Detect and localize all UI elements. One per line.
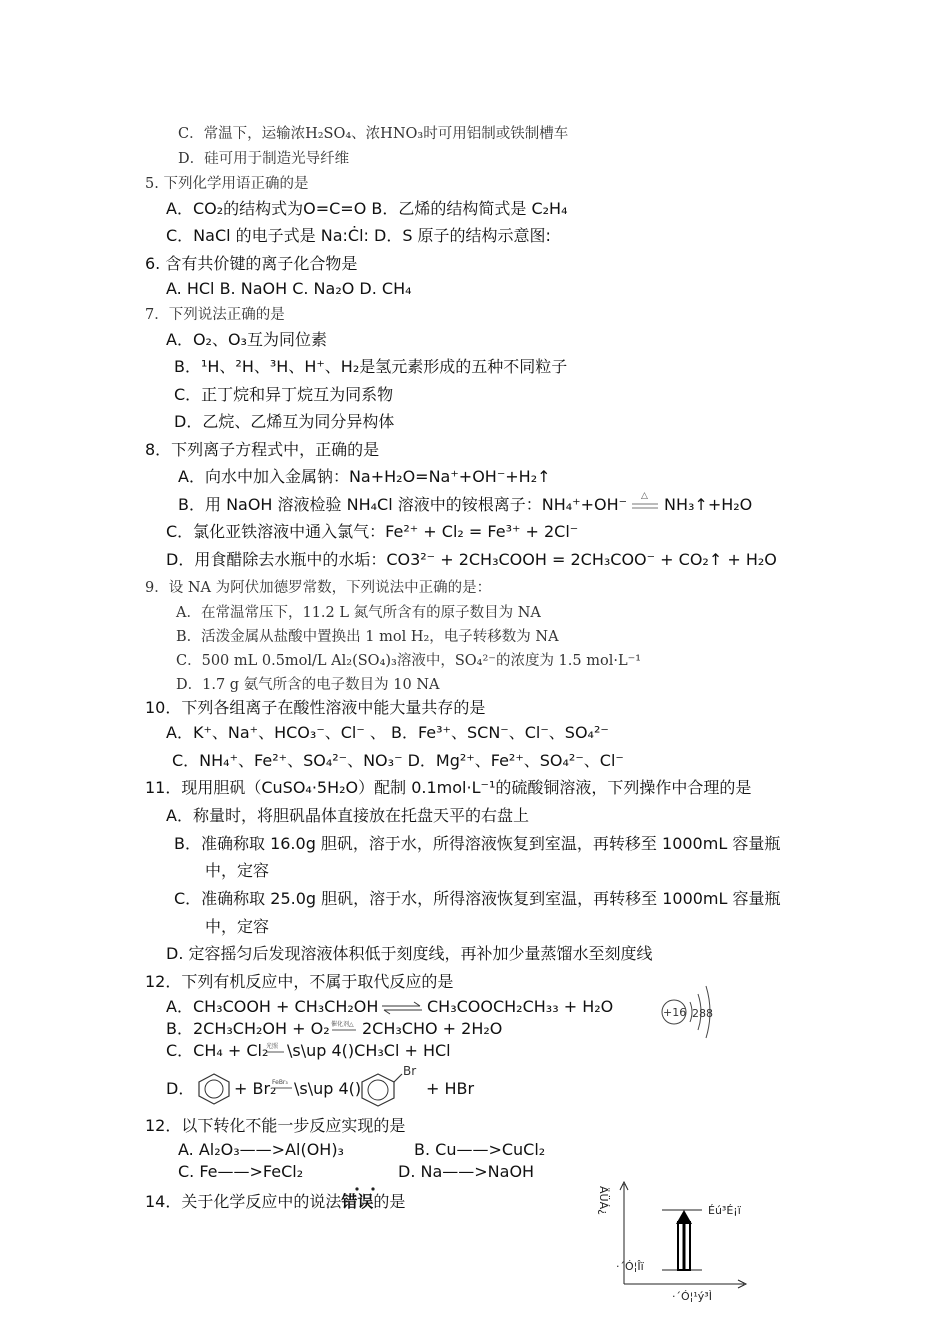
- q8-option-d: D．用食醋除去水瓶中的水垢：CO3²⁻ + 2CH₃COOH = 2CH₃COO⁻ + CO₂↑ + H₂O: [166, 550, 777, 569]
- q9-option-c: C．500 mL 0.5mol/L Al₂(SO₄)₃溶液中，SO₄²⁻的浓度为 1.5 mol·L⁻¹: [176, 653, 642, 669]
- option-d-q4: D．硅可用于制造光导纤维: [178, 151, 350, 167]
- energy-axis-label: ÄÜÁ¿: [597, 1186, 610, 1215]
- question-12a: 12．下列有机反应中，不属于取代反应的是: [145, 972, 454, 991]
- catalyst-label: 催化剂△: [331, 1021, 354, 1028]
- question-8: 8．下列离子方程式中，正确的是: [145, 440, 380, 459]
- q12-option-b-left: B．2CH₃CH₂OH + O₂: [166, 1019, 330, 1038]
- question-7: 7．下列说法正确的是: [145, 307, 285, 323]
- q5-options-ab: A．CO₂的结构式为O=C=O B．乙烯的结构简式是 C₂H₄: [166, 199, 568, 218]
- q12-option-a-left: A．CH₃COOH + CH₃CH₂OH: [166, 997, 379, 1016]
- question-13: 12．以下转化不能一步反应实现的是: [145, 1116, 406, 1135]
- benzene-icon: [196, 1072, 232, 1106]
- q6-options: A. HCl B. NaOH C. Na₂O D. CH₄: [166, 279, 412, 298]
- q12-option-d-reagent: + Br₂: [234, 1079, 277, 1098]
- q8-option-b-products: NH₃↑+H₂O: [664, 495, 753, 514]
- q8-option-b: B．用 NaOH 溶液检验 NH₄Cl 溶液中的铵根离子：NH₄⁺+OH⁻: [178, 495, 628, 514]
- q7-option-c: C．正丁烷和异丁烷互为同系物: [174, 385, 394, 404]
- q8-option-c: C．氯化亚铁溶液中通入氯气：Fe²⁺ + Cl₂ = Fe³⁺ + 2Cl⁻: [166, 522, 579, 541]
- q10-options-ab: A．K⁺、Na⁺、HCO₃⁻、Cl⁻ 、 B．Fe³⁺、SCN⁻、Cl⁻、SO₄²⁻: [166, 723, 609, 742]
- q11-option-d: D. 定容摇匀后发现溶液体积低于刻度线，再补加少量蒸馏水至刻度线: [166, 944, 653, 963]
- middle-level-label: ·´Ó¦Îï: [616, 1260, 644, 1273]
- shell-electrons: 288: [692, 1007, 713, 1020]
- emphasis-dots: [354, 1178, 378, 1186]
- q12-option-c-left: C．CH₄ + Cl₂: [166, 1041, 269, 1060]
- bromobenzene-icon: [356, 1064, 418, 1108]
- reversible-arrow: [380, 1000, 424, 1016]
- q13-option-a: A. Al₂O₃——>Al(OH)₃: [178, 1140, 344, 1159]
- question-11: 11．现用胆矾（CuSO₄·5H₂O）配制 0.1mol·L⁻¹的硫酸铜溶液，下列操作中合理的是: [145, 778, 752, 797]
- q11-option-b: B．准确称取 16.0g 胆矾，溶于水，所得溶液恢复到室温，再转移至 1000mL 容量瓶: [174, 834, 781, 853]
- q9-option-a: A．在常温常压下，11.2 L 氮气所含有的原子数目为 NA: [176, 605, 541, 621]
- question-5: 5. 下列化学用语正确的是: [145, 176, 309, 192]
- question-6: 6. 含有共价键的离子化合物是: [145, 254, 358, 273]
- q12-option-d-right: + HBr: [426, 1079, 475, 1098]
- q11-option-b-cont: 中，定容: [205, 861, 270, 880]
- question-14-text: 14．关于化学反应中的说法: [145, 1192, 342, 1211]
- process-axis-label: ·´Ó¦¹ý³Ì: [672, 1290, 712, 1303]
- q7-option-b: B．¹H、²H、³H、H⁺、H₂是氢元素形成的五种不同粒子: [174, 357, 568, 376]
- energy-diagram: [586, 1180, 766, 1308]
- question-14-emphasis: 错误: [341, 1192, 374, 1211]
- q12-option-c-right: \s\up 4()CH₃Cl + HCl: [287, 1041, 451, 1060]
- catalyst-arrow: [330, 1018, 358, 1036]
- q13-option-d: D. Na——>NaOH: [398, 1162, 535, 1181]
- febr3-label: FeBr₃: [272, 1079, 288, 1086]
- q10-options-cd: C．NH₄⁺、Fe²⁺、SO₄²⁻、NO₃⁻ D．Mg²⁺、Fe²⁺、SO₄²⁻、Cl⁻: [172, 751, 624, 770]
- question-14-tail: 的是: [373, 1192, 406, 1211]
- bromo-label: Br: [403, 1064, 417, 1078]
- question-9: 9．设 NA 为阿伏加德罗常数，下列说法中正确的是：: [145, 580, 492, 596]
- heat-arrow: [630, 488, 660, 516]
- question-10: 10．下列各组离子在酸性溶液中能大量共存的是: [145, 698, 486, 717]
- q11-option-a: A．称量时，将胆矾晶体直接放在托盘天平的右盘上: [166, 806, 529, 825]
- q11-option-c: C．准确称取 25.0g 胆矾，溶于水，所得溶液恢复到室温，再转移至 1000mL 容量瓶: [174, 889, 781, 908]
- option-c-q4: C．常温下，运输浓H₂SO₄、浓HNO₃时可用铝制或铁制槽车: [178, 126, 569, 142]
- q9-option-b: B．活泼金属从盐酸中置换出 1 mol H₂，电子转移数为 NA: [176, 629, 559, 645]
- q12-option-d-field: \s\up 4(): [294, 1079, 362, 1098]
- question-14: [145, 1192, 405, 1212]
- q8-option-a: A．向水中加入金属钠：Na+H₂O=Na⁺+OH⁻+H₂↑: [178, 467, 551, 486]
- q9-option-d: D．1.7 g 氨气所含的电子数目为 10 NA: [176, 677, 440, 693]
- q5-options-cd: C．NaCl 的电子式是 Na:Ċl: D．S 原子的结构示意图:: [166, 226, 551, 245]
- light-label: 光照: [266, 1043, 279, 1050]
- q12-option-d-label: D．: [166, 1079, 195, 1098]
- q12-option-b-right: 2CH₃CHO + 2H₂O: [362, 1019, 503, 1038]
- nucleus-charge: +16: [663, 1006, 687, 1019]
- q13-option-c: C. Fe——>FeCl₂: [178, 1162, 304, 1181]
- q7-option-d: D．乙烷、乙烯互为同分异构体: [174, 412, 395, 431]
- q11-option-c-cont: 中，定容: [205, 917, 270, 936]
- febr3-arrow: [270, 1077, 294, 1095]
- q12-option-a-right: CH₃COOCH₂CH₃₃ + H₂O: [427, 997, 614, 1016]
- q13-option-b: B. Cu——>CuCl₂: [414, 1140, 546, 1159]
- heat-symbol: △: [641, 491, 648, 501]
- light-arrow: [264, 1041, 286, 1059]
- upper-level-label: Éú³É¡ï: [708, 1204, 741, 1217]
- q7-option-a: A．O₂、O₃互为同位素: [166, 330, 327, 349]
- sulfur-atom-diagram: [656, 976, 722, 1048]
